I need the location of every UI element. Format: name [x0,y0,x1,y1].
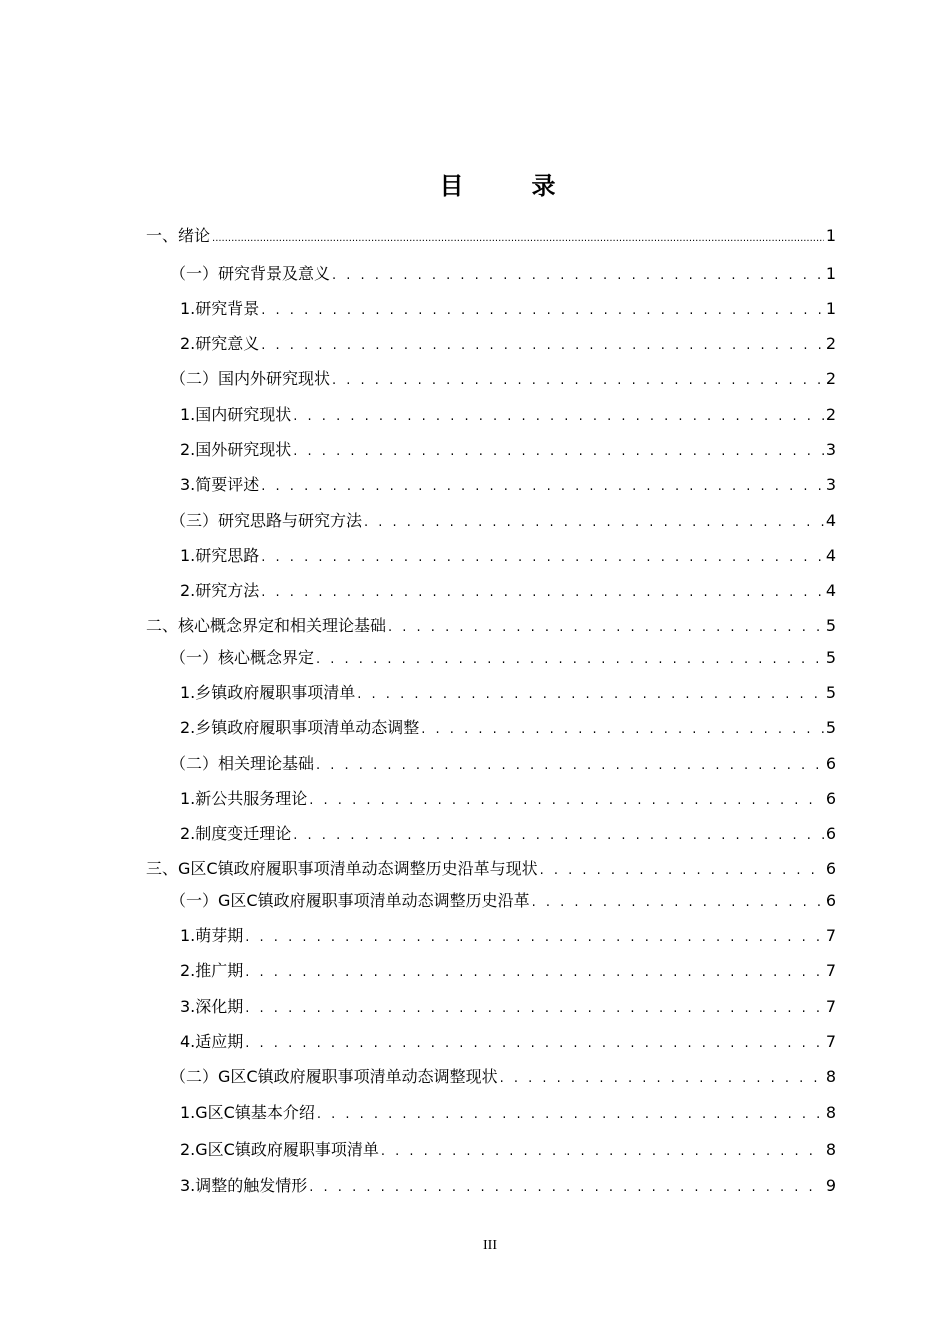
toc-leader [293,405,824,429]
toc-leader [245,961,824,985]
toc-leader [316,754,824,778]
toc-leader [316,648,824,672]
toc-leader [261,581,824,605]
toc-entry-label: 2.国外研究现状 [180,440,292,459]
toc-entry-label: 1.国内研究现状 [180,405,292,424]
toc-entry-page: 8 [825,1067,836,1086]
toc-leader [381,1140,824,1164]
toc-leader [309,1176,824,1200]
toc-entry-page: 7 [825,1032,836,1051]
toc-entry[interactable] [146,224,836,248]
toc-entry-page: 6 [825,754,836,773]
toc-leader [421,718,824,742]
toc-entry[interactable] [170,367,836,391]
toc-entry-label: （一）核心概念界定 [170,648,315,667]
toc-entry-label: 2.乡镇政府履职事项清单动态调整 [180,718,420,737]
toc-leader [364,511,824,535]
toc-entry-page: 7 [825,997,836,1016]
page-number: III [483,1238,497,1253]
toc-entry-page: 6 [825,789,836,808]
toc-entry-page: 4 [825,581,836,600]
toc-leader [317,1103,824,1127]
toc-entry[interactable] [170,509,836,533]
toc-entry-page: 3 [825,440,836,459]
toc-entry[interactable] [180,544,836,568]
page-title: 目 录 [439,172,578,200]
toc-entry-label: （一）G区C镇政府履职事项清单动态调整历史沿革 [170,891,530,910]
toc-entry[interactable] [180,1174,836,1198]
toc-leader [388,616,824,640]
toc-entry-label: （二）相关理论基础 [170,754,315,773]
toc-leader [261,475,824,499]
toc-entry-label: 2.推广期 [180,961,244,980]
toc-leader [540,859,824,883]
toc-entry-label: 1.研究思路 [180,546,260,565]
toc-entry[interactable] [170,889,836,913]
toc-entry-label: 3.简要评述 [180,475,260,494]
toc-entry[interactable] [180,579,836,603]
toc-entry-page: 2 [825,369,836,388]
toc-entry-label: 2.G区C镇政府履职事项清单 [180,1140,379,1159]
toc-entry-page: 2 [825,405,836,424]
toc-entry-page: 5 [825,683,836,702]
toc-entry[interactable] [146,614,836,638]
toc-entry-label: 二、核心概念界定和相关理论基础 [146,616,387,635]
toc-entry-label: （二）G区C镇政府履职事项清单动态调整现状 [170,1067,498,1086]
toc-leader [332,264,824,288]
toc-leader [245,1032,824,1056]
toc-leader [245,997,824,1021]
toc-leader [261,546,824,570]
toc-entry[interactable] [180,716,836,740]
toc-leader [309,789,824,813]
toc-leader [357,683,824,707]
toc-entry[interactable] [180,297,836,321]
toc-entry-page: 8 [825,1103,836,1122]
toc-entry[interactable] [180,924,836,948]
toc-entry-page: 6 [825,824,836,843]
toc-entry-page: 5 [825,648,836,667]
toc-entry-page: 6 [825,859,836,878]
toc-entry-label: 2.制度变迁理论 [180,824,292,843]
toc-leader [245,926,824,950]
toc-entry-page: 6 [825,891,836,910]
toc-entry[interactable] [170,1065,836,1089]
toc-leader [332,369,824,393]
toc-entry-page: 1 [825,264,836,283]
toc-entry-page: 8 [825,1140,836,1159]
toc-entry-page: 1 [825,226,836,245]
toc-entry-label: 1.新公共服务理论 [180,789,308,808]
toc-entry-label: 一、绪论 [146,226,211,245]
toc-entry-label: 1.乡镇政府履职事项清单 [180,683,356,702]
toc-entry[interactable] [180,822,836,846]
toc-entry-page: 9 [825,1176,836,1195]
toc-entry[interactable] [180,403,836,427]
toc-entry-label: 三、G区C镇政府履职事项清单动态调整历史沿革与现状 [146,859,538,878]
toc-entry-label: 1.G区C镇基本介绍 [180,1103,315,1122]
toc-entry[interactable] [170,646,836,670]
toc-entry[interactable] [180,473,836,497]
toc-entry-label: 1.研究背景 [180,299,260,318]
toc-entry-page: 7 [825,926,836,945]
toc-leader [261,334,824,358]
toc-leader [532,891,824,915]
toc-entry[interactable] [180,995,836,1019]
toc-leader [293,440,824,464]
toc-entry-label: （一）研究背景及意义 [170,264,331,283]
toc-entry-label: 3.调整的触发情形 [180,1176,308,1195]
toc-entry[interactable] [180,438,836,462]
toc-entry[interactable] [170,262,836,286]
toc-entry-page: 4 [825,511,836,530]
toc-entry[interactable] [180,332,836,356]
toc-entry-page: 5 [825,616,836,635]
toc-entry-label: 2.研究意义 [180,334,260,353]
toc-entry-page: 5 [825,718,836,737]
toc-leader [500,1067,824,1091]
toc-entry[interactable] [180,681,836,705]
toc-entry-label: 3.深化期 [180,997,244,1016]
toc-entry[interactable] [146,857,836,881]
toc-entry-label: （三）研究思路与研究方法 [170,511,363,530]
toc-leader [293,824,824,848]
toc-entry-page: 4 [825,546,836,565]
toc-entry-page: 2 [825,334,836,353]
toc-entry-label: 1.萌芽期 [180,926,244,945]
toc-entry-page: 7 [825,961,836,980]
toc-entry[interactable] [170,752,836,776]
toc-entry[interactable] [180,959,836,983]
toc-entry[interactable] [180,787,836,811]
toc-entry[interactable] [180,1101,836,1125]
toc-entry[interactable] [180,1138,836,1162]
toc-leader [212,227,824,251]
toc-entry-page: 1 [825,299,836,318]
toc-leader [261,299,824,323]
toc-entry-label: 2.研究方法 [180,581,260,600]
toc-entry-page: 3 [825,475,836,494]
toc-entry-label: （二）国内外研究现状 [170,369,331,388]
toc-entry-label: 4.适应期 [180,1032,244,1051]
toc-entry[interactable] [180,1030,836,1054]
